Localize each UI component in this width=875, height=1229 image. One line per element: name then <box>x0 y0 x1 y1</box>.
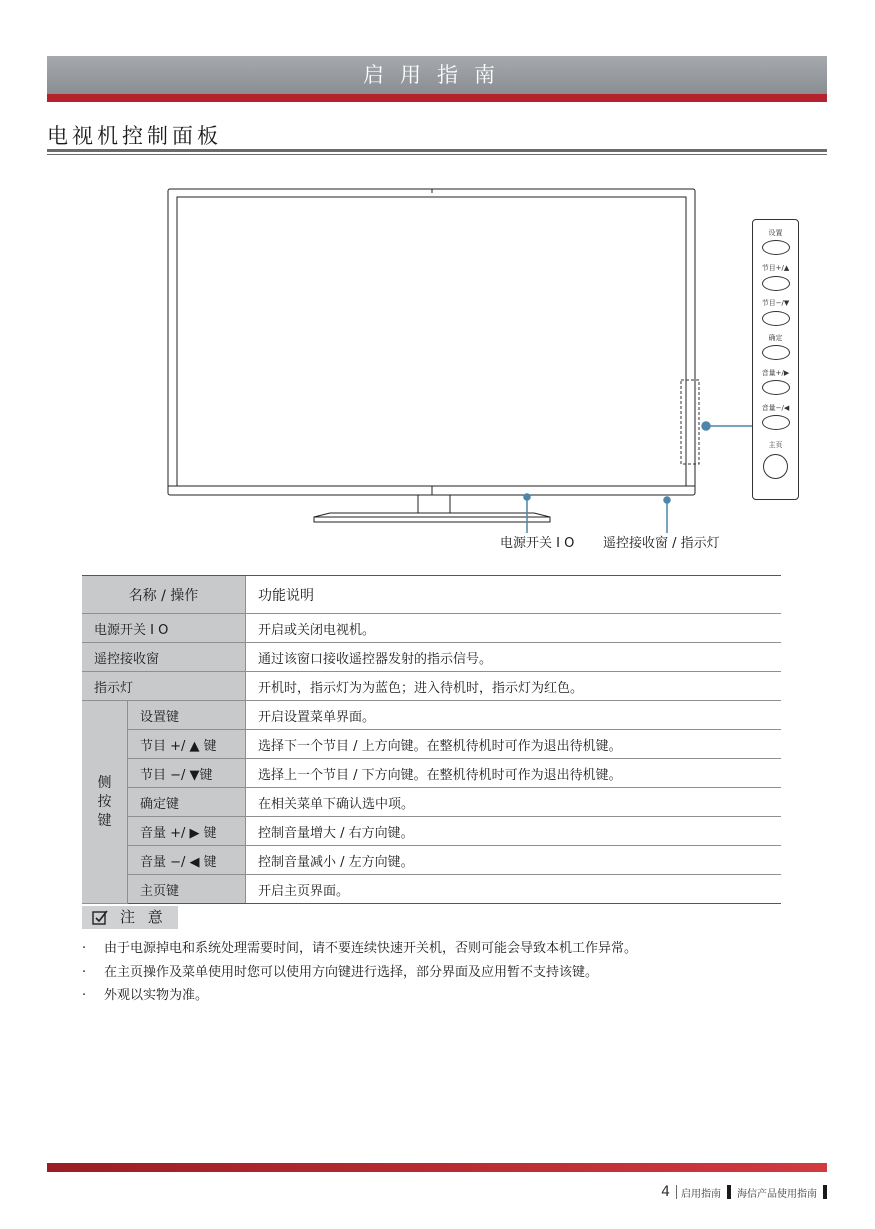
page-number: 4 <box>661 1184 670 1200</box>
table-row <box>82 788 781 817</box>
note-title: 注 意 <box>120 908 167 926</box>
row-name: 指示灯 <box>82 672 246 701</box>
row-name: 遥控接收窗 <box>82 643 246 672</box>
side-keys-group <box>82 701 128 904</box>
channel-up-key[interactable] <box>762 276 790 291</box>
checkbox-pencil-icon <box>92 910 108 925</box>
table-row <box>82 875 781 904</box>
tv-stand-base <box>314 517 550 522</box>
table-header-row <box>82 576 781 614</box>
footer <box>661 1184 827 1200</box>
key-label-volume-down: 音量−/◀ <box>761 404 790 412</box>
tv-screen <box>177 197 686 486</box>
table-row <box>82 817 781 846</box>
key-label-settings: 设置 <box>768 229 783 237</box>
row-name: 设置键 <box>128 701 246 730</box>
row-name: 电源开关 I O <box>82 614 246 643</box>
row-desc: 开启主页界面。 <box>246 875 782 904</box>
header-desc: 功能说明 <box>246 576 782 614</box>
section-title: 电视机控制面板 <box>47 124 222 148</box>
tv-diagram <box>0 0 875 560</box>
row-name: 节目 +/ ▲ 键 <box>128 730 246 759</box>
side-keys-marker <box>702 422 710 430</box>
table-row <box>82 701 781 730</box>
note-item: · 外观以实物为准。 <box>82 988 209 1003</box>
tv-stand-neck <box>418 495 450 513</box>
key-label-channel-up: 节目+/▲ <box>761 264 790 272</box>
header-banner: 启用指南 <box>47 56 827 94</box>
row-name: 音量 −/ ◀ 键 <box>128 846 246 875</box>
ok-key[interactable] <box>762 345 790 360</box>
note-item: · 在主页操作及菜单使用时您可以使用方向键进行选择，部分界面及应用暂不支持该键。 <box>82 965 599 980</box>
row-desc: 开启设置菜单界面。 <box>246 701 782 730</box>
note-item: · 由于电源掉电和系统处理需要时间，请不要连续快速开关机，否则可能会导致本机工作异常。 <box>82 941 638 956</box>
row-desc: 选择上一个节目 / 下方向键。在整机待机时可作为退出待机键。 <box>246 759 782 788</box>
key-label-ok: 确定 <box>768 334 783 342</box>
note-text: 外观以实物为准。 <box>104 988 209 1003</box>
table-row <box>82 672 781 701</box>
label-remote-window: 遥控接收窗 / 指示灯 <box>603 536 720 551</box>
note-text: 在主页操作及菜单使用时您可以使用方向键进行选择，部分界面及应用暂不支持该键。 <box>104 965 599 980</box>
row-name: 音量 +/ ▶ 键 <box>128 817 246 846</box>
footer-divider <box>676 1185 677 1199</box>
home-key[interactable] <box>763 454 788 479</box>
row-desc: 控制音量增大 / 右方向键。 <box>246 817 782 846</box>
footer-block-mark <box>727 1185 731 1199</box>
table-row <box>82 759 781 788</box>
footer-bar <box>47 1163 827 1172</box>
power-switch-marker <box>524 494 530 500</box>
row-desc: 开启或关闭电视机。 <box>246 614 782 643</box>
table-row <box>82 846 781 875</box>
row-desc: 控制音量减小 / 左方向键。 <box>246 846 782 875</box>
footer-doc-title: 海信产品使用指南 <box>737 1188 817 1200</box>
label-power-switch: 电源开关 I O <box>500 536 575 551</box>
row-name: 确定键 <box>128 788 246 817</box>
side-keys-region <box>681 380 699 464</box>
key-label-home: 主页 <box>768 441 783 449</box>
table-row <box>82 730 781 759</box>
control-panel-table <box>82 575 781 904</box>
note-text: 由于电源掉电和系统处理需要时间，请不要连续快速开关机，否则可能会导致本机工作异常。 <box>104 941 638 956</box>
side-keys-group-label: 侧按键 <box>97 774 112 829</box>
row-desc: 通过该窗口接收遥控器发射的指示信号。 <box>246 643 782 672</box>
tv-outer-frame <box>168 189 695 495</box>
row-desc: 开机时，指示灯为为蓝色；进入待机时，指示灯为红色。 <box>246 672 782 701</box>
row-desc: 选择下一个节目 / 上方向键。在整机待机时可作为退出待机键。 <box>246 730 782 759</box>
row-name: 节目 −/ ▼键 <box>128 759 246 788</box>
row-desc: 在相关菜单下确认选中项。 <box>246 788 782 817</box>
footer-section: 启用指南 <box>681 1188 721 1200</box>
channel-down-key[interactable] <box>762 311 790 326</box>
footer-block-mark-end <box>823 1185 827 1199</box>
table-row <box>82 643 781 672</box>
note-header <box>82 906 178 929</box>
side-keys-panel <box>752 219 799 500</box>
volume-down-key[interactable] <box>762 415 790 430</box>
row-name: 主页键 <box>128 875 246 904</box>
volume-up-key[interactable] <box>762 380 790 395</box>
key-label-channel-down: 节目−/▼ <box>761 299 790 307</box>
key-label-volume-up: 音量+/▶ <box>761 369 790 377</box>
remote-window-marker <box>664 497 670 503</box>
settings-key[interactable] <box>762 240 790 255</box>
table-row <box>82 614 781 643</box>
header-name: 名称 / 操作 <box>82 576 246 614</box>
